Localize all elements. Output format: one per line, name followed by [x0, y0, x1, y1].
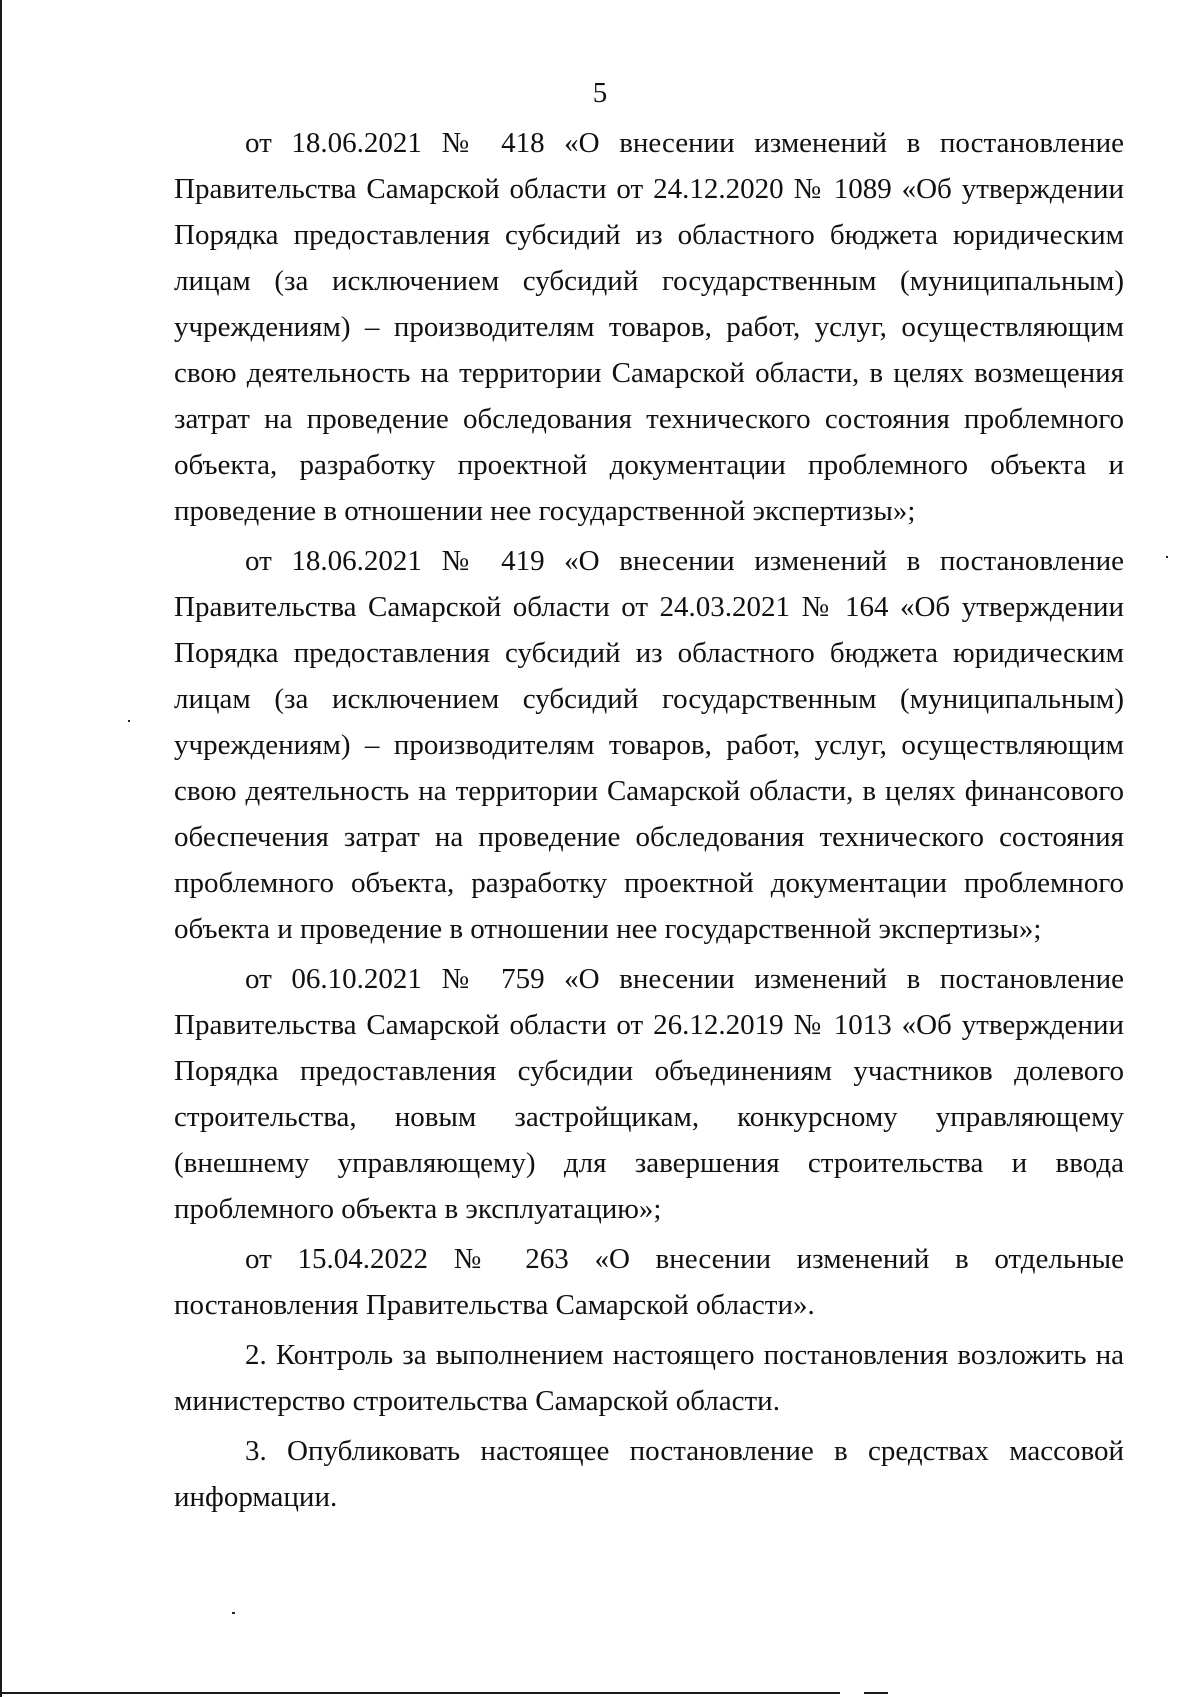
document-body [174, 120, 1124, 1524]
paragraph-control-clause: 2. Контроль за выполнением настоящего постановления возложить на министерство строительства Самарской области. [174, 1339, 1124, 1417]
page-number: 5 [592, 77, 608, 109]
scan-bottom-edge [0, 1692, 1200, 1694]
scan-speck [128, 720, 130, 722]
scan-speck [1166, 556, 1168, 558]
paragraph-resolution-759: от 06.10.2021 № 759 «О внесении изменений в постановление Правительства Самарской области от 26.12.2019 № 1013 «Об утверждении Порядка предоставления субсидии объединениям участников долевого строительства, новым застройщикам, конкурсному управляющему (внешнему управляющему) для завершения строительства и ввода проблемного объекта в эксплуатацию»; [174, 963, 1124, 1225]
paragraph-resolution-418: от 18.06.2021 № 418 «О внесении изменений в постановление Правительства Самарской области от 24.12.2020 № 1089 «Об утверждении Порядка предоставления субсидий из областного бюджета юридическим лицам (за исключением субсидий государственным (муниципальным) учреждениям) – производителям товаров, работ, услуг, осуществляющим свою деятельность на территории Самарской области, в целях возмещения затрат на проведение обследования технического состояния проблемного объекта, разработку проектной документации проблемного объекта и проведение в отношении нее государственной экспертизы»; [174, 127, 1124, 527]
scan-left-edge [0, 0, 2, 1697]
paragraph-resolution-419: от 18.06.2021 № 419 «О внесении изменений в постановление Правительства Самарской области от 24.03.2021 № 164 «Об утверждении Порядка предоставления субсидий из областного бюджета юридическим лицам (за исключением субсидий государственным (муниципальным) учреждениям) – производителям товаров, работ, услуг, осуществляющим свою деятельность на территории Самарской области, в целях финансового обеспечения затрат на проведение обследования технического состояния проблемного объекта, разработку проектной документации проблемного объекта и проведение в отношении нее государственной экспертизы»; [174, 545, 1124, 945]
paragraph-publication-clause: 3. Опубликовать настоящее постановление в средствах массовой информации. [174, 1435, 1124, 1513]
paragraph-resolution-263: от 15.04.2022 № 263 «О внесении изменений в отдельные постановления Правительства Самарской области». [174, 1243, 1124, 1321]
scan-speck [232, 1612, 235, 1614]
